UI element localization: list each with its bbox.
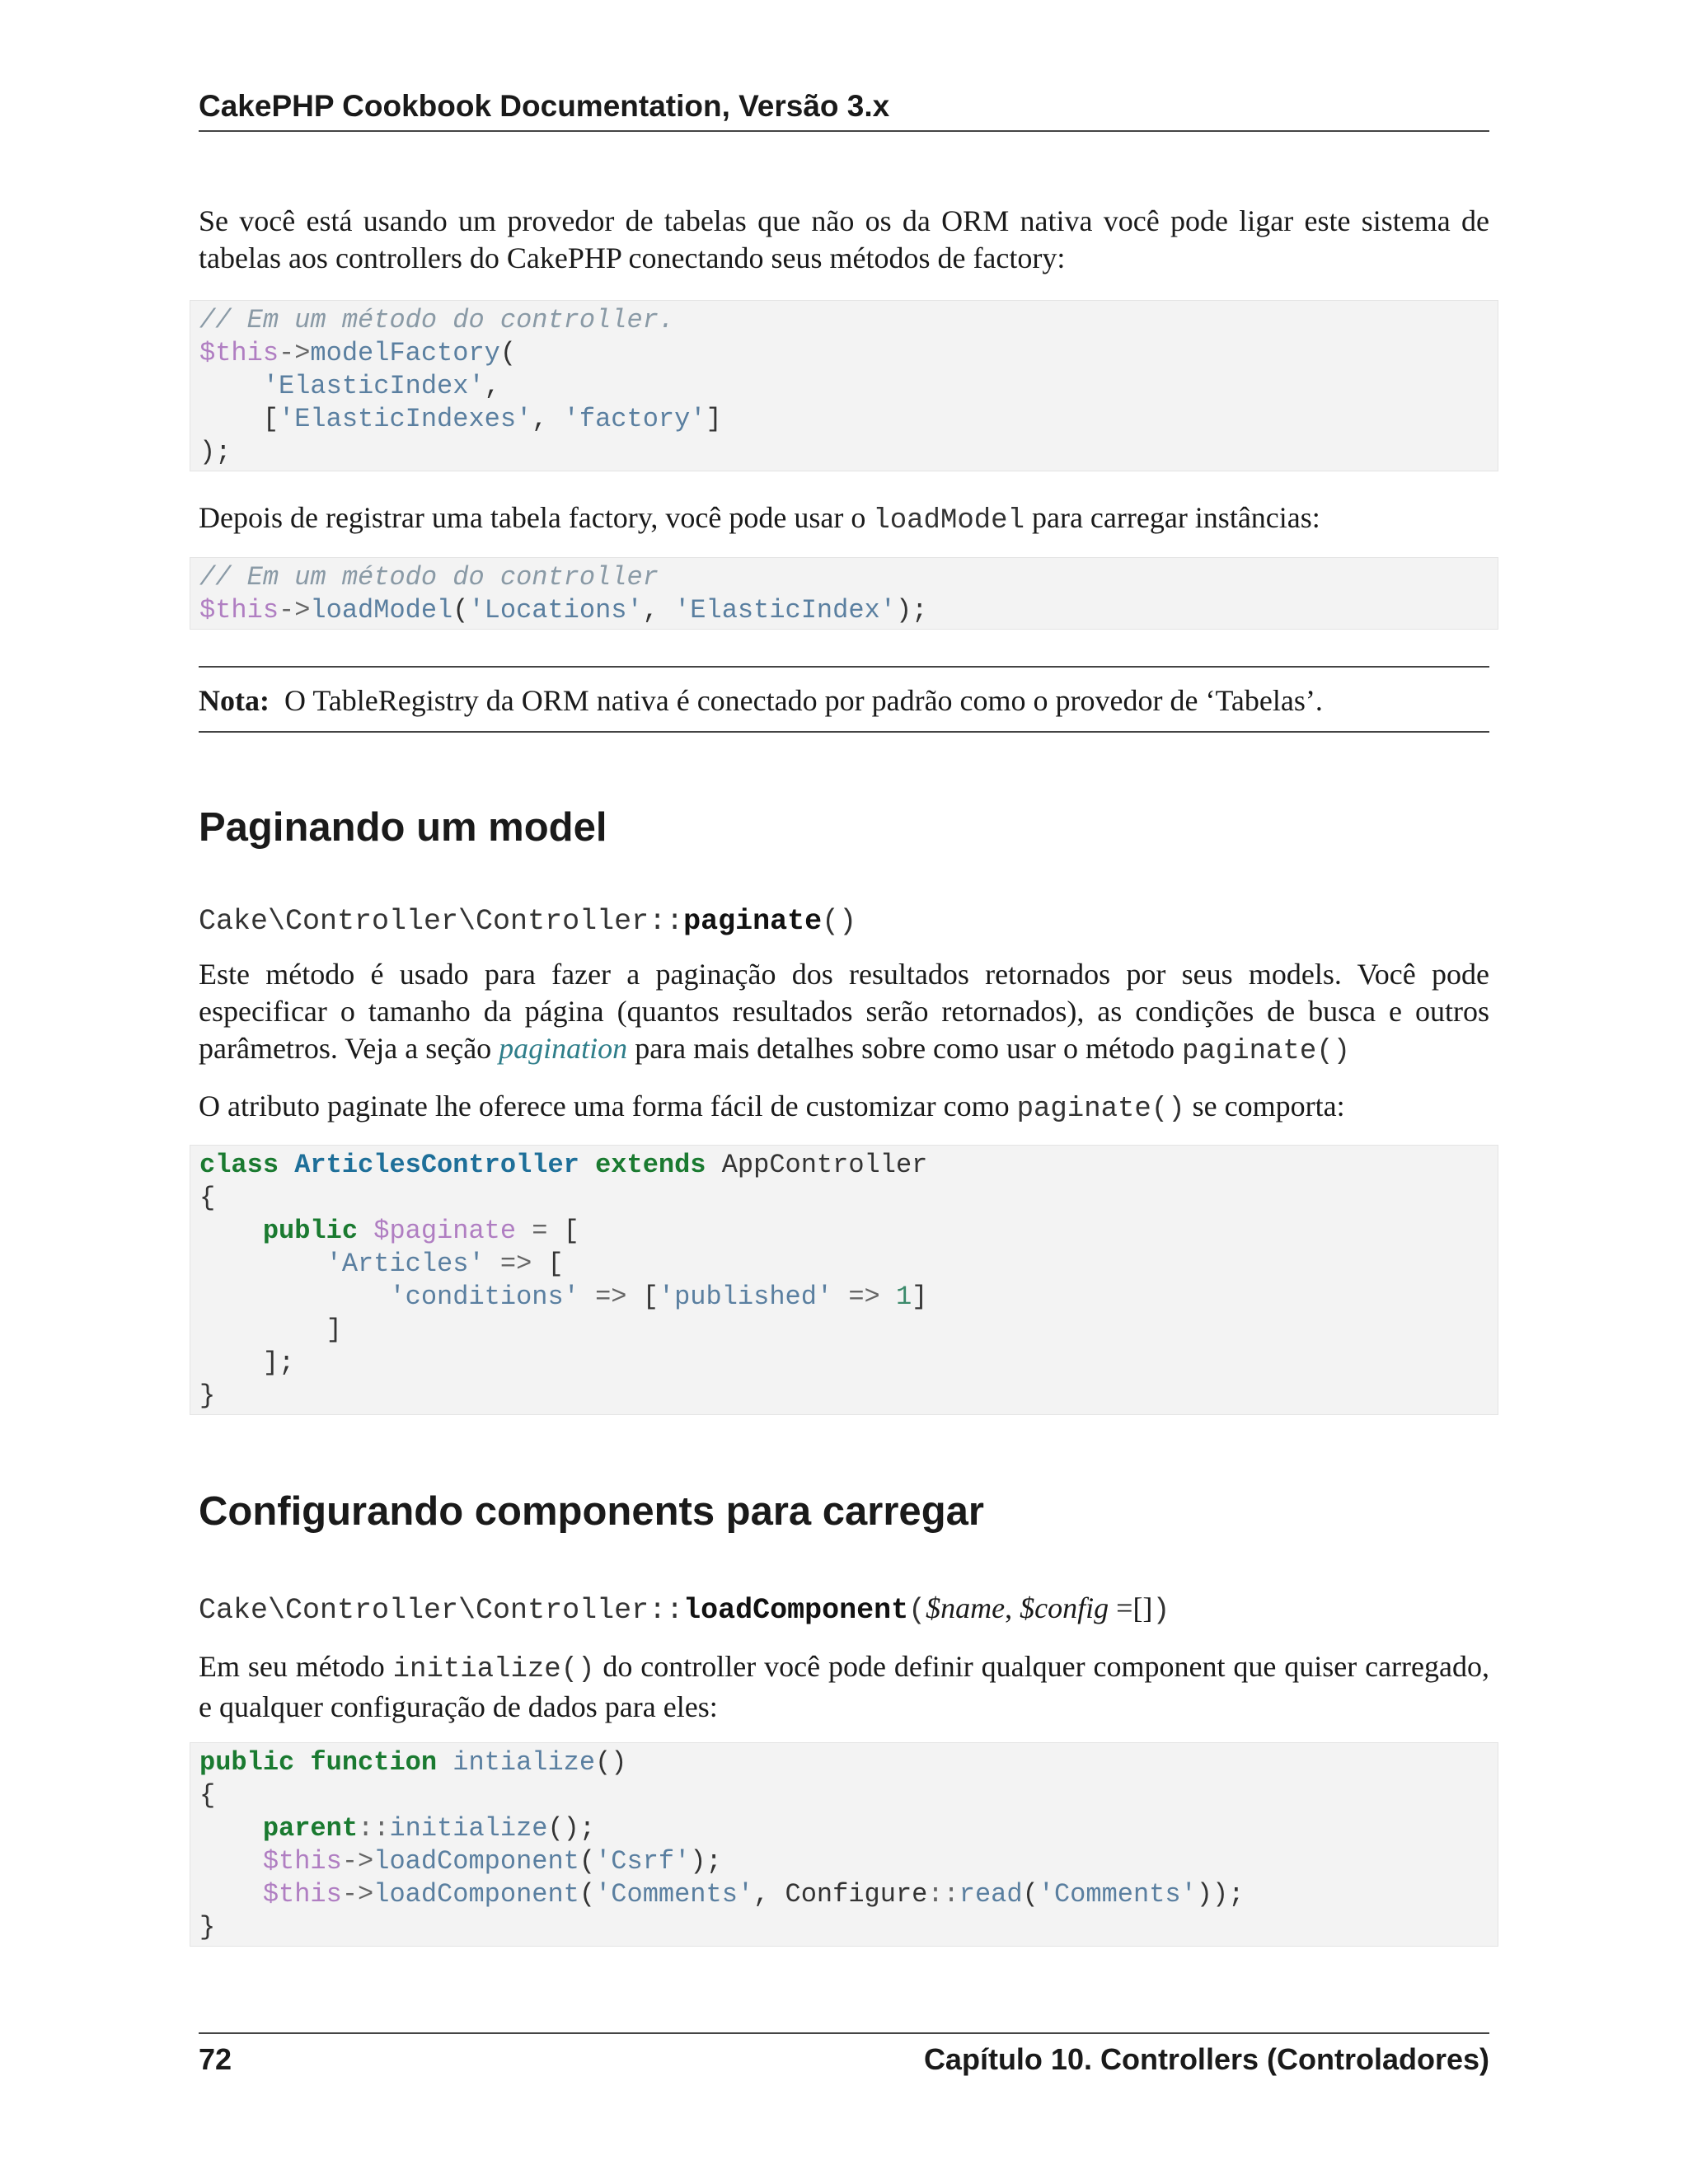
code-comment: // Em um método do controller <box>199 562 659 593</box>
signature-default: =[] <box>1109 1591 1153 1624</box>
code-string: 'conditions' <box>389 1282 579 1312</box>
loadmodel-paragraph <box>199 499 1489 540</box>
code-operator: -> <box>279 338 311 368</box>
code-keyword: class <box>199 1150 279 1180</box>
code-class: AppController <box>721 1150 928 1180</box>
running-header: CakePHP Cookbook Documentation, Versão 3.x <box>199 89 1489 132</box>
chapter-title: Capítulo 10. Controllers (Controladores) <box>923 2042 1489 2076</box>
code-function: loadModel <box>310 595 453 626</box>
inline-code: paginate() <box>1182 1036 1351 1067</box>
signature-method: loadComponent <box>683 1594 909 1627</box>
note-box <box>199 666 1489 733</box>
method-signature-loadcomponent <box>199 1591 1170 1627</box>
paginate-attr-paragraph <box>199 1088 1489 1128</box>
text-run: Depois de registrar uma tabela factory, você pode usar o <box>199 501 874 534</box>
code-var: $this <box>262 1879 342 1910</box>
signature-params: () <box>822 905 857 938</box>
code-keyword: extends <box>595 1150 706 1180</box>
code-function: loadComponent <box>373 1879 579 1910</box>
text-run: para mais detalhes sobre como usar o método <box>627 1032 1182 1065</box>
code-function: intialize <box>452 1747 596 1778</box>
code-string: 'Csrf' <box>595 1846 691 1877</box>
signature-class: Cake\Controller\Controller:: <box>199 905 684 938</box>
code-string: 'ElasticIndexes' <box>279 404 532 434</box>
page-number: 72 <box>199 2042 232 2076</box>
code-string: 'Locations' <box>468 595 643 626</box>
loadmodel-text <box>199 499 1489 540</box>
code-string: 'published' <box>658 1282 833 1312</box>
code-var: $this <box>199 338 279 368</box>
code-function: initialize <box>389 1813 548 1844</box>
signature-class: Cake\Controller\Controller:: <box>199 1594 684 1627</box>
code-string: 'factory' <box>563 404 706 434</box>
code-keyword: public <box>199 1747 295 1778</box>
code-var: $this <box>262 1846 342 1877</box>
code-function: loadComponent <box>373 1846 579 1877</box>
text-run: do controller você pode definir qualquer component que quiser carregado, e qualquer configuração de dados para eles: <box>199 1650 1489 1723</box>
code-block-load-model: // Em um método do controller $this->loadModel('Locations', 'ElasticIndex'); <box>190 557 1498 630</box>
text-run: se comporta: <box>1184 1090 1345 1122</box>
code-operator: -> <box>279 595 311 626</box>
code-keyword: parent <box>262 1813 359 1844</box>
section-heading-paginando: Paginando um model <box>199 805 607 850</box>
code-string: 'Comments' <box>1038 1879 1197 1910</box>
paginate-paragraph <box>199 956 1489 1071</box>
code-keyword: function <box>310 1747 438 1778</box>
text-run: Em seu método <box>199 1650 393 1683</box>
code-var: $paginate <box>373 1216 517 1246</box>
code-block-model-factory: // Em um método do controller. $this->modelFactory( 'ElasticIndex', ['ElasticIndexes', 'factory'] ); <box>190 300 1498 471</box>
code-string: 'ElasticIndex' <box>674 595 896 626</box>
loadcomponent-description <box>199 1648 1489 1726</box>
text-run: para carregar instâncias: <box>1024 501 1320 534</box>
code-block-initialize: public function intialize() { parent::initialize(); $this->loadComponent('Csrf'); $this->loadComponent('Comments', Configure::read('Comments')); } <box>190 1742 1498 1947</box>
code-var: $this <box>199 595 279 626</box>
signature-sep: , <box>1005 1591 1020 1624</box>
code-keyword: public <box>262 1216 359 1246</box>
inline-code: loadModel <box>873 505 1025 537</box>
code-function: modelFactory <box>310 338 500 368</box>
code-comment: // Em um método do controller. <box>199 305 675 335</box>
signature-param: $config <box>1020 1591 1109 1624</box>
loadcomponent-paragraph <box>199 1648 1489 1726</box>
intro-paragraph: Se você está usando um provedor de tabelas que não os da ORM nativa você pode ligar este sistema de tabelas aos controllers do CakePHP conectando seus métodos de factory: <box>199 204 1489 274</box>
signature-paren: ) <box>1152 1594 1170 1627</box>
running-footer <box>199 2032 1489 2077</box>
method-signature-paginate <box>199 902 856 938</box>
code-string: 'ElasticIndex' <box>262 371 485 401</box>
intro-text <box>199 203 1489 277</box>
signature-paren: ( <box>908 1594 926 1627</box>
code-class: Configure <box>785 1879 928 1910</box>
note-text: O TableRegistry da ORM nativa é conectado por padrão como o provedor de ‘Tabelas’. <box>284 684 1323 717</box>
code-punct: ); <box>199 437 232 467</box>
pagination-link[interactable]: pagination <box>499 1032 628 1065</box>
text-run: O atributo paginate lhe oferece uma forma fácil de customizar como <box>199 1090 1017 1122</box>
code-string: 'Articles' <box>326 1249 485 1279</box>
code-punct: ( <box>499 338 517 368</box>
code-block-paginate: class ArticlesController extends AppController { public $paginate = [ 'Articles' => [ 'conditions' => ['published' => 1] ] ]; } <box>190 1145 1498 1415</box>
code-function: read <box>959 1879 1023 1910</box>
inline-code: paginate() <box>1016 1094 1185 1125</box>
signature-param: $name <box>926 1591 1006 1624</box>
inline-code: initialize() <box>392 1654 595 1685</box>
code-string: 'Comments' <box>595 1879 754 1910</box>
section-heading-configurando: Configurando components para carregar <box>199 1489 984 1534</box>
text-run: Este método é usado para fazer a paginação dos resultados retornados por seus models. Você pode especificar o tamanho da página (quantos resultados serão retornados), as condições de busca e outros parâmetros. Veja a seção <box>199 958 1489 1065</box>
note-label: Nota: <box>199 684 270 717</box>
code-number: 1 <box>895 1282 912 1312</box>
code-class: ArticlesController <box>294 1150 579 1180</box>
paginate-description <box>199 956 1489 1128</box>
signature-method: paginate <box>683 905 823 938</box>
